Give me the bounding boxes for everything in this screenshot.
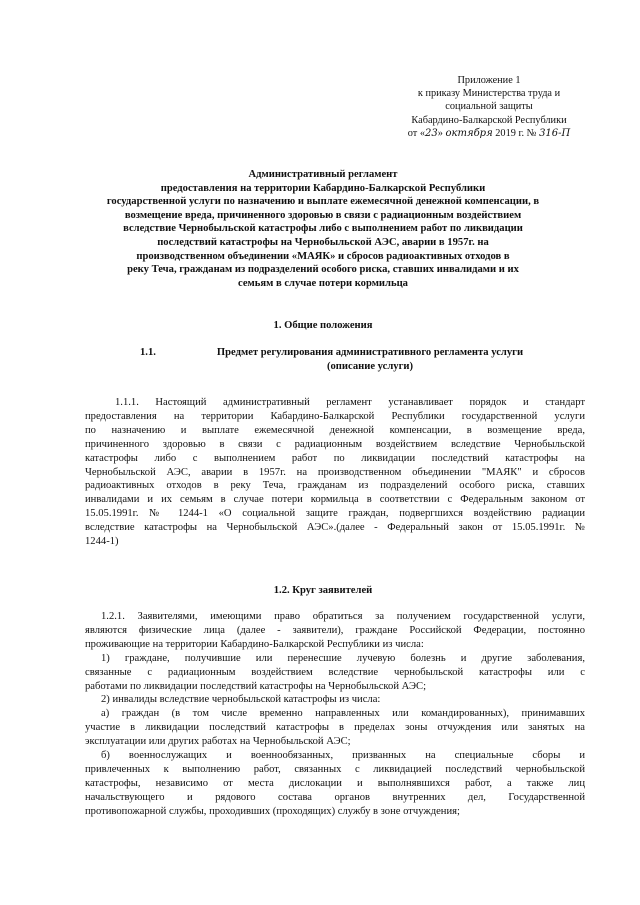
paragraph-line: по назначению и выплате ежемесячной денежной компенсации, в возмещение вреда, <box>85 424 585 436</box>
paragraph-line: инвалидами и их семьям в случае потери кормильца в соответствии с Федеральным законом от <box>85 494 585 506</box>
title-line: государственной услуги по назначению и выплате ежемесячной денежной компенсации, в <box>106 196 540 208</box>
section-heading-general: 1. Общие положения <box>273 320 373 331</box>
subsection-heading-1-1 <box>140 346 570 374</box>
paragraph-line: предоставления на территории Кабардино-Балкарской Республики государственной услуги <box>85 410 585 422</box>
paragraph-line: б) военнослужащих и военнообязанных, призванных на специальные сборы и <box>101 750 585 762</box>
appendix-order-number: 316-П <box>539 127 571 139</box>
paragraph-line: начальствующего и рядового состава органов внутренних дел, Государственной <box>85 791 585 803</box>
subsection-title <box>140 346 570 374</box>
appendix-date-day: 23 <box>425 127 438 139</box>
paragraph-line: работами по ликвидации последствий катастрофы на Чернобыльской АЭС; <box>85 680 427 692</box>
title-line: производственном объединении «МАЯК» и сбросов радиоактивных отходов в <box>136 250 510 262</box>
subsection-number: 1.1. <box>140 347 156 358</box>
paragraph-line: 2) инвалиды вследствие чернобыльской катастрофы из числа: <box>101 694 381 706</box>
appendix-line: Приложение 1 <box>457 75 521 86</box>
appendix-date-month: октября <box>445 127 493 139</box>
paragraph-line: противопожарной службы, проходивших (проходящих) службу в зоне отчуждения; <box>85 805 460 817</box>
paragraph-1-2-1 <box>85 610 585 819</box>
title-line: вследствие Чернобыльской катастрофы либо с выполнением работ по ликвидации <box>123 223 523 235</box>
paragraph-line: связанные с радиационным воздействием вследствие чернобыльской катастрофы или с <box>85 666 585 678</box>
title-line: Административный регламент <box>248 169 398 180</box>
paragraph-line: эксплуатации или других работах на Чернобыльской АЭС; <box>85 736 351 748</box>
section-heading-applicants: 1.2. Круг заявителей <box>273 585 373 596</box>
appendix-date-year: 2019 г. № <box>492 127 540 139</box>
subsection-title-line: Предмет регулирования административного регламента услуги <box>216 347 524 358</box>
paragraph-line: 1.2.1. Заявителями, имеющими право обратиться за получением государственной услуги, <box>101 611 585 622</box>
paragraph-line: катастрофы, независимо от места дислокации и выполнявшихся работ, а также лиц <box>85 777 585 789</box>
paragraph-line: проживающие на территории Кабардино-Балкарской Республики из числа: <box>85 638 424 650</box>
paragraph-line: 1244-1) <box>85 536 119 548</box>
paragraph-line: Чернобыльской АЭС, аварии в 1957г. на производственном объединении "МАЯК" и сбросов <box>85 466 585 478</box>
appendix-date-mid: » <box>437 127 446 139</box>
appendix-line: Кабардино-Балкарской Республики <box>411 114 567 126</box>
paragraph-line: причиненного здоровью в связи с радиационным воздействием вследствие Чернобыльской <box>85 438 585 450</box>
paragraph-line: радиоактивных отходов в реку Теча, гражданам из подразделений особого риска, ставших <box>85 480 585 492</box>
paragraph-line: привлеченных к выполнению работ, связанных с ликвидацией последствий чернобыльской <box>85 763 585 775</box>
paragraph-line: 15.05.1991г. № 1244-1 «О социальной защите граждан, подвергшихся воздействию радиации <box>85 508 585 520</box>
paragraph-line: являются физические лица (далее - заявители), граждане Российской Федерации, постоянно <box>85 624 585 636</box>
paragraph-line: участие в ликвидации последствий катастрофы в пределах зоны отчуждения или занятых на <box>85 722 585 734</box>
paragraph-line: вследствие катастрофы на Чернобыльской АЭС».(далее - Федеральный закон от 15.05.1991г. № <box>85 522 585 534</box>
title-line: возмещение вреда, причиненного здоровью в связи с радиационным воздействием <box>124 209 522 221</box>
paragraph-1-1-1 <box>85 396 585 549</box>
title-line: реку Теча, гражданам из подразделений особого риска, ставших инвалидами и их <box>127 264 519 276</box>
document-title <box>58 168 588 290</box>
title-line: предоставления на территории Кабардино-Балкарской Республики <box>160 182 486 194</box>
appendix-block <box>384 74 594 140</box>
appendix-line: социальной защиты <box>445 101 533 113</box>
paragraph-line: 1.1.1. Настоящий административный регламент устанавливает порядок и стандарт <box>115 397 585 408</box>
paragraph-line: а) граждан (в том числе временно направленных или командированных), принимавших <box>101 708 585 720</box>
appendix-date-line <box>384 127 594 140</box>
appendix-line: к приказу Министерства труда и <box>417 88 561 100</box>
subsection-title-line: (описание услуги) <box>326 361 414 372</box>
paragraph-line: 1) граждане, получившие или перенесшие лучевую болезнь и другие заболевания, <box>101 652 585 664</box>
paragraph-line: катастрофы либо с выполнением работ по ликвидации последствий катастрофы на <box>85 452 585 464</box>
appendix-date-prefix: от « <box>407 127 425 139</box>
title-line: последствий катастрофы на Чернобыльской АЭС, аварии в 1957г. на <box>157 236 489 248</box>
title-line: семьям в случае потери кормильца <box>238 277 408 289</box>
